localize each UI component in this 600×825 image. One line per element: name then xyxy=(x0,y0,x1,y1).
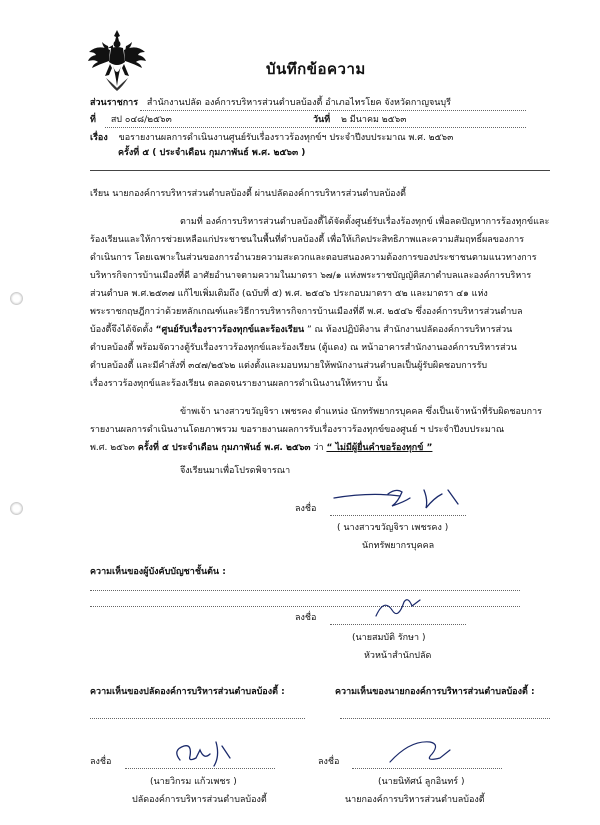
mayor-name: (นายนิทัศน์ ลูกอินทร์ ) xyxy=(378,777,465,787)
punch-hole-bottom xyxy=(10,502,23,515)
comment-line xyxy=(90,718,305,719)
signature-image xyxy=(330,484,470,514)
memo-title: บันทึกข้อความ xyxy=(266,60,366,78)
dept-label: ส่วนราชการ xyxy=(90,98,139,108)
body-line: ตำบลบ้องตี้ พร้อมจัดวางตู้รับเรื่องราวร้องทุกข์และร้องเรียน (ตู้แดง) ณ หน้าอาคารสำนักงานองค์การบริหารส่วน xyxy=(90,343,517,353)
sign-label: ลงชื่อ xyxy=(295,613,317,623)
ref-value: สป ๐๔๘/๒๕๖๓ xyxy=(110,115,172,125)
dept-row xyxy=(90,97,451,109)
garuda-emblem-icon xyxy=(86,28,148,92)
sign-label: ลงชื่อ xyxy=(318,757,340,767)
comment-line xyxy=(90,606,520,607)
header-divider xyxy=(90,170,550,171)
signature-image xyxy=(380,736,460,770)
date-value: ๒ มีนาคม ๒๕๖๓ xyxy=(341,115,407,125)
supervisor-name: (นายสมบัติ รักษา ) xyxy=(352,633,426,643)
punch-hole-top xyxy=(10,292,23,305)
signature-line xyxy=(330,624,466,625)
mayor-heading: ความเห็นของนายกองค์การบริหารส่วนตำบลบ้องตี้ : xyxy=(335,687,535,697)
center-name: “ศูนย์รับเรื่องราวร้องทุกข์และร้องเรียน xyxy=(155,325,305,335)
report-period: ครั้งที่ ๕ ประจำเดือน กุมภาพันธ์ พ.ศ. ๒๕๖๓ xyxy=(137,443,311,453)
subject-row xyxy=(90,132,453,144)
mayor-position: นายกองค์การบริหารส่วนตำบลบ้องตี้ xyxy=(345,795,485,805)
sign-label: ลงชื่อ xyxy=(90,757,112,767)
subject-line2: ครั้งที่ ๕ ( ประจำเดือน กุมภาพันธ์ พ.ศ. ๒๕๖๓ ) xyxy=(118,148,306,158)
supervisor-position: หัวหน้าสำนักปลัด xyxy=(364,651,432,661)
body-line: พระราชกฤษฎีกาว่าด้วยหลักเกณฑ์และวิธีการบริหารกิจการบ้านเมืองที่ดี พ.ศ. ๒๕๔๖ ซึ่งองค์การบริหารส่วนตำบล xyxy=(90,307,523,317)
body-line xyxy=(90,321,512,340)
signature-image xyxy=(170,738,250,770)
ref-underline xyxy=(105,127,526,128)
supervisor-heading: ความเห็นของผู้บังคับบัญชาชั้นต้น : xyxy=(90,567,226,577)
body-line: ดำเนินการ โดยเฉพาะในส่วนของการอำนวยความสะดวกและตอบสนองความต้องการของประชาชนตามแนวทางการ xyxy=(90,253,537,263)
signer-name: ( นางสาวขวัญจิรา เพชรคง ) xyxy=(337,523,449,533)
body-line: ตำบลบ้องตี้ และมีคำสั่งที่ ๓๔๗/๒๕๖๒ แต่งตั้งและมอบหมายให้พนักงานส่วนตำบลเป็นผู้รับผิดชอบการรับ xyxy=(90,361,488,371)
report-result: “ ไม่มีผู้ยื่นคำขอร้องทุกข์ ” xyxy=(326,443,433,453)
signer-position: นักทรัพยากรบุคคล xyxy=(362,541,435,551)
salutation: เรียน นายกองค์การบริหารส่วนตำบลบ้องตี้ ผ่านปลัดองค์การบริหารส่วนตำบลบ้องตี้ xyxy=(90,189,406,199)
deputy-heading: ความเห็นของปลัดองค์การบริหารส่วนตำบลบ้องตี้ : xyxy=(90,687,285,697)
signature-line xyxy=(125,768,275,769)
comment-line xyxy=(340,718,550,719)
body-line: เรื่องราวร้องทุกข์และร้องเรียน ตลอดจนรายงานผลการดำเนินงานให้ทราบ นั้น xyxy=(90,379,388,389)
ref-label: ที่ xyxy=(90,115,96,125)
body-line: ส่วนตำบล พ.ศ.๒๕๓๗ แก้ไขเพิ่มเติมถึง (ฉบับที่ ๕) พ.ศ. ๒๕๔๖ ประกอบมาตรา ๕๒ และมาตรา ๔๑ แห่ง xyxy=(90,289,488,299)
body-line: บริหารกิจการบ้านเมืองที่ดี อาศัยอำนาจตามความในมาตรา ๖๗/๑ แห่งพระราชบัญญัติสภาตำบลและองค์การบริหาร xyxy=(90,271,532,281)
body-line xyxy=(90,439,432,458)
body-line: ข้าพเจ้า นางสาวขวัญจิรา เพชรคง ตำแหน่ง นักทรัพยากรบุคคล ซึ่งเป็นเจ้าหน้าที่รับผิดชอบการ xyxy=(180,407,542,417)
body-line-text: บ้องตี้จึงได้จัดตั้ง xyxy=(90,325,156,335)
body-line: รายงานผลการดำเนินงานโดยภาพรวม ขอรายงานผลการรับเรื่องราวร้องทุกข์ของศูนย์ ฯ ประจำปีงบประมาณ xyxy=(90,425,505,435)
signature-line xyxy=(330,515,466,516)
date-row xyxy=(313,114,406,126)
dept-value: สำนักงานปลัด องค์การบริหารส่วนตำบลบ้องตี้ อำเภอไทรโยค จังหวัดกาญจนบุรี xyxy=(146,98,451,108)
body-line-text: ” ณ ห้องปฏิบัติงาน สำนักงานปลัดองค์การบริหารส่วน xyxy=(304,325,513,335)
body-line-text: ว่า xyxy=(310,443,327,453)
dept-underline xyxy=(140,110,526,111)
body-line: ตามที่ องค์การบริหารส่วนตำบลบ้องตี้ได้จัดตั้งศูนย์รับเรื่องร้องทุกข์ เพื่อลดปัญหาการร้องทุกข์และ xyxy=(180,217,550,227)
signature-image xyxy=(370,592,430,622)
body-line: ร้องเรียนและให้การช่วยเหลือแก่ประชาชนในพื้นที่ตำบลบ้องตี้ เพื่อให้เกิดประสิทธิภาพและความสัมฤทธิ์ผลของการ xyxy=(90,235,525,245)
comment-line xyxy=(90,590,520,591)
sign-label: ลงชื่อ xyxy=(295,504,317,514)
deputy-name: (นายวิกรม แก้วเพชร ) xyxy=(150,777,237,787)
body-line-text: พ.ศ. ๒๕๖๓ xyxy=(90,443,138,453)
deputy-position: ปลัดองค์การบริหารส่วนตำบลบ้องตี้ xyxy=(132,795,267,805)
signature-line xyxy=(352,768,502,769)
date-label: วันที่ xyxy=(313,115,331,125)
ref-row xyxy=(90,114,172,126)
closing-text: จึงเรียนมาเพื่อโปรดพิจารณา xyxy=(180,466,291,476)
subject-value: ขอรายงานผลการดำเนินงานศูนย์รับเรื่องราวร้องทุกข์ฯ ประจำปีงบประมาณ พ.ศ. ๒๕๖๓ xyxy=(118,133,454,143)
subject-label: เรื่อง xyxy=(90,133,108,143)
